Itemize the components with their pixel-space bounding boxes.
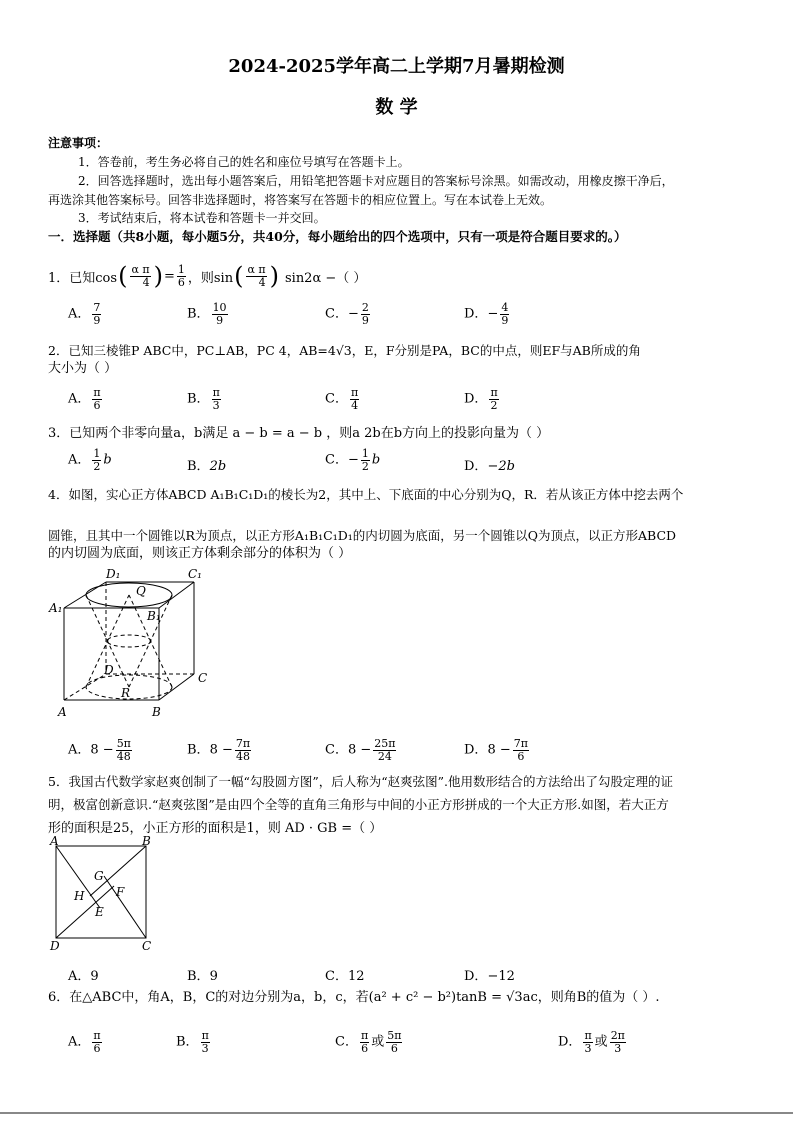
q5-line3: 形的面积是25，小正方形的面积是1，则 AD · GB =（ ）	[48, 821, 383, 836]
cube-figure	[44, 562, 224, 722]
notice-heading: 注意事项：	[48, 136, 109, 150]
q1-prefix: 1．已知cos	[48, 270, 118, 286]
q5-label-F: F	[116, 885, 125, 899]
label-R: R	[121, 686, 131, 700]
label-B: B	[152, 705, 161, 719]
q1-eq: =	[163, 268, 175, 284]
subject-title: 数 学	[375, 97, 418, 118]
q2-option-c[interactable]: C． $\frac{\pi}{4}$	[325, 386, 359, 412]
label-D1: D₁	[106, 567, 121, 581]
q5-option-c[interactable]: C．12	[325, 969, 365, 984]
page-bottom-divider	[0, 1112, 793, 1114]
question-1: 1．已知cos ( $\frac{\text{α π}}{4}$ ) = $\frac{1}{6}$ ，则sin ( $\frac{\text{α π}}{4}$ ) sin2α −（ ）	[48, 262, 367, 290]
label-C: C	[198, 671, 208, 685]
q1-option-a[interactable]: A． $\frac{7}{9}$	[68, 301, 101, 327]
q2-option-d[interactable]: D． $\frac{\pi}{2}$	[464, 386, 498, 412]
q6-option-a[interactable]: A． $\frac{\pi}{6}$	[68, 1029, 101, 1055]
q6-option-d[interactable]: D． $\frac{\pi}{3}$ 或 $\frac{2\pi}{3}$	[558, 1029, 625, 1055]
q1-arg1: $\frac{\text{α π}}{4}$	[131, 262, 150, 289]
label-D: D	[104, 663, 114, 677]
q2-line2: 大小为（ ）	[48, 361, 118, 376]
q2-line1: 2．已知三棱锥P ABC中，PC⊥AB，PC 4，AB=4√3，E，F分别是PA，BC的中点，则EF与AB所成的角	[48, 343, 641, 358]
q3-option-d[interactable]: D．−2b	[464, 459, 515, 474]
q1-arg2: $\frac{\text{α π}}{4}$	[247, 262, 266, 289]
label-B1: B₁	[147, 609, 161, 623]
q5-line1: 5．我国古代数学家赵爽创制了一幅“勾股圆方图”，后人称为“赵爽弦图”.他用数形结合的方法给出了勾股定理的证	[48, 774, 673, 789]
q4-option-b[interactable]: B．8 − $\frac{7\pi}{48}$	[187, 737, 251, 763]
q4-line2: 圆锥，且其中一个圆锥以R为顶点，以正方形A₁B₁C₁D₁的内切圆为底面，另一个圆锥以Q为顶点，以正方形ABCD	[48, 528, 677, 543]
q5-option-a[interactable]: A．9	[68, 969, 99, 984]
q5-line2: 明，极富创新意识.“赵爽弦图”是由四个全等的直角三角形与中间的小正方形拼成的一个大正方形.如图，若大正方	[48, 797, 669, 812]
label-Q: Q	[136, 584, 146, 598]
q5-label-D: D	[50, 939, 60, 953]
q5-option-d[interactable]: D．−12	[464, 969, 515, 984]
notice-item-1: 1．答卷前，考生务必将自己的姓名和座位号填写在答题卡上。	[78, 155, 410, 169]
q5-label-C: C	[142, 939, 152, 953]
q1-option-d[interactable]: D．− $\frac{4}{9}$	[464, 301, 509, 327]
q3-option-a[interactable]: A． $\frac{1}{2}$ b	[68, 447, 112, 473]
notice-item-2: 2．回答选择题时，选出每小题答案后，用铅笔把答题卡对应题目的答案标号涂黑。如需改动，用橡皮擦干净后，	[78, 174, 674, 188]
q6-option-c[interactable]: C． $\frac{\pi}{6}$ 或 $\frac{5\pi}{6}$	[335, 1029, 402, 1055]
q5-label-H: H	[74, 889, 85, 903]
notice-item-2-cont: 再选涂其他答案标号。回答非选择题时，将答案写在答题卡的相应位置上。写在本试卷上无效。	[48, 193, 553, 207]
q1-option-b[interactable]: B． $\frac{10}{9}$	[187, 301, 227, 327]
exam-title: 2024-2025学年高二上学期7月暑期检测	[228, 56, 565, 77]
q3-option-c[interactable]: C．− $\frac{1}{2}$ b	[325, 447, 381, 473]
q1-rhs: $\frac{1}{6}$	[177, 262, 185, 289]
q2-option-a[interactable]: A． $\frac{\pi}{6}$	[68, 386, 101, 412]
q5-label-A: A	[50, 834, 59, 848]
q1-tail: sin2α −（ ）	[284, 270, 367, 286]
notice-item-3: 3．考试结束后，将本试卷和答题卡一并交回。	[78, 211, 326, 225]
q4-option-a[interactable]: A．8 − $\frac{5\pi}{48}$	[68, 737, 131, 763]
q5-label-G: G	[94, 869, 104, 883]
section-heading: 一．选择题（共8小题，每小题5分，共40分，每小题给出的四个选项中，只有一项是符合题目要求的。）	[48, 229, 627, 244]
q4-option-d[interactable]: D．8 − $\frac{7\pi}{6}$	[464, 737, 528, 763]
q3-line1: 3．已知两个非零向量a，b满足 a − b = a − b ，则a 2b在b方向上的投影向量为（ ）	[48, 426, 550, 441]
q5-label-E: E	[95, 905, 104, 919]
q6-line1: 6．在△ABC中，角A，B，C的对边分别为a，b，c，若(a² + c² − b²)tanB = √3ac，则角B的值为（ ）.	[48, 990, 660, 1005]
q4-line3: 的内切圆为底面，则该正方体剩余部分的体积为（ ）	[48, 546, 352, 561]
q3-option-b[interactable]: B．2b	[187, 459, 227, 474]
q2-option-b[interactable]: B． $\frac{\pi}{3}$	[187, 386, 220, 412]
label-C1: C₁	[188, 567, 202, 581]
q4-option-c[interactable]: C．8 − $\frac{25\pi}{24}$	[325, 737, 396, 763]
q5-label-B: B	[142, 834, 151, 848]
q1-option-c[interactable]: C．− $\frac{2}{9}$	[325, 301, 369, 327]
q4-line1: 4．如图，实心正方体ABCD A₁B₁C₁D₁的棱长为2，其中上、下底面的中心分别为Q，R．若从该正方体中挖去两个	[48, 487, 684, 502]
q6-option-b[interactable]: B． $\frac{\pi}{3}$	[176, 1029, 209, 1055]
zhaoshuang-figure	[44, 834, 164, 954]
q1-mid: ，则sin	[187, 270, 234, 286]
label-A1: A₁	[49, 601, 63, 615]
q5-option-b[interactable]: B．9	[187, 969, 218, 984]
label-A: A	[58, 705, 67, 719]
